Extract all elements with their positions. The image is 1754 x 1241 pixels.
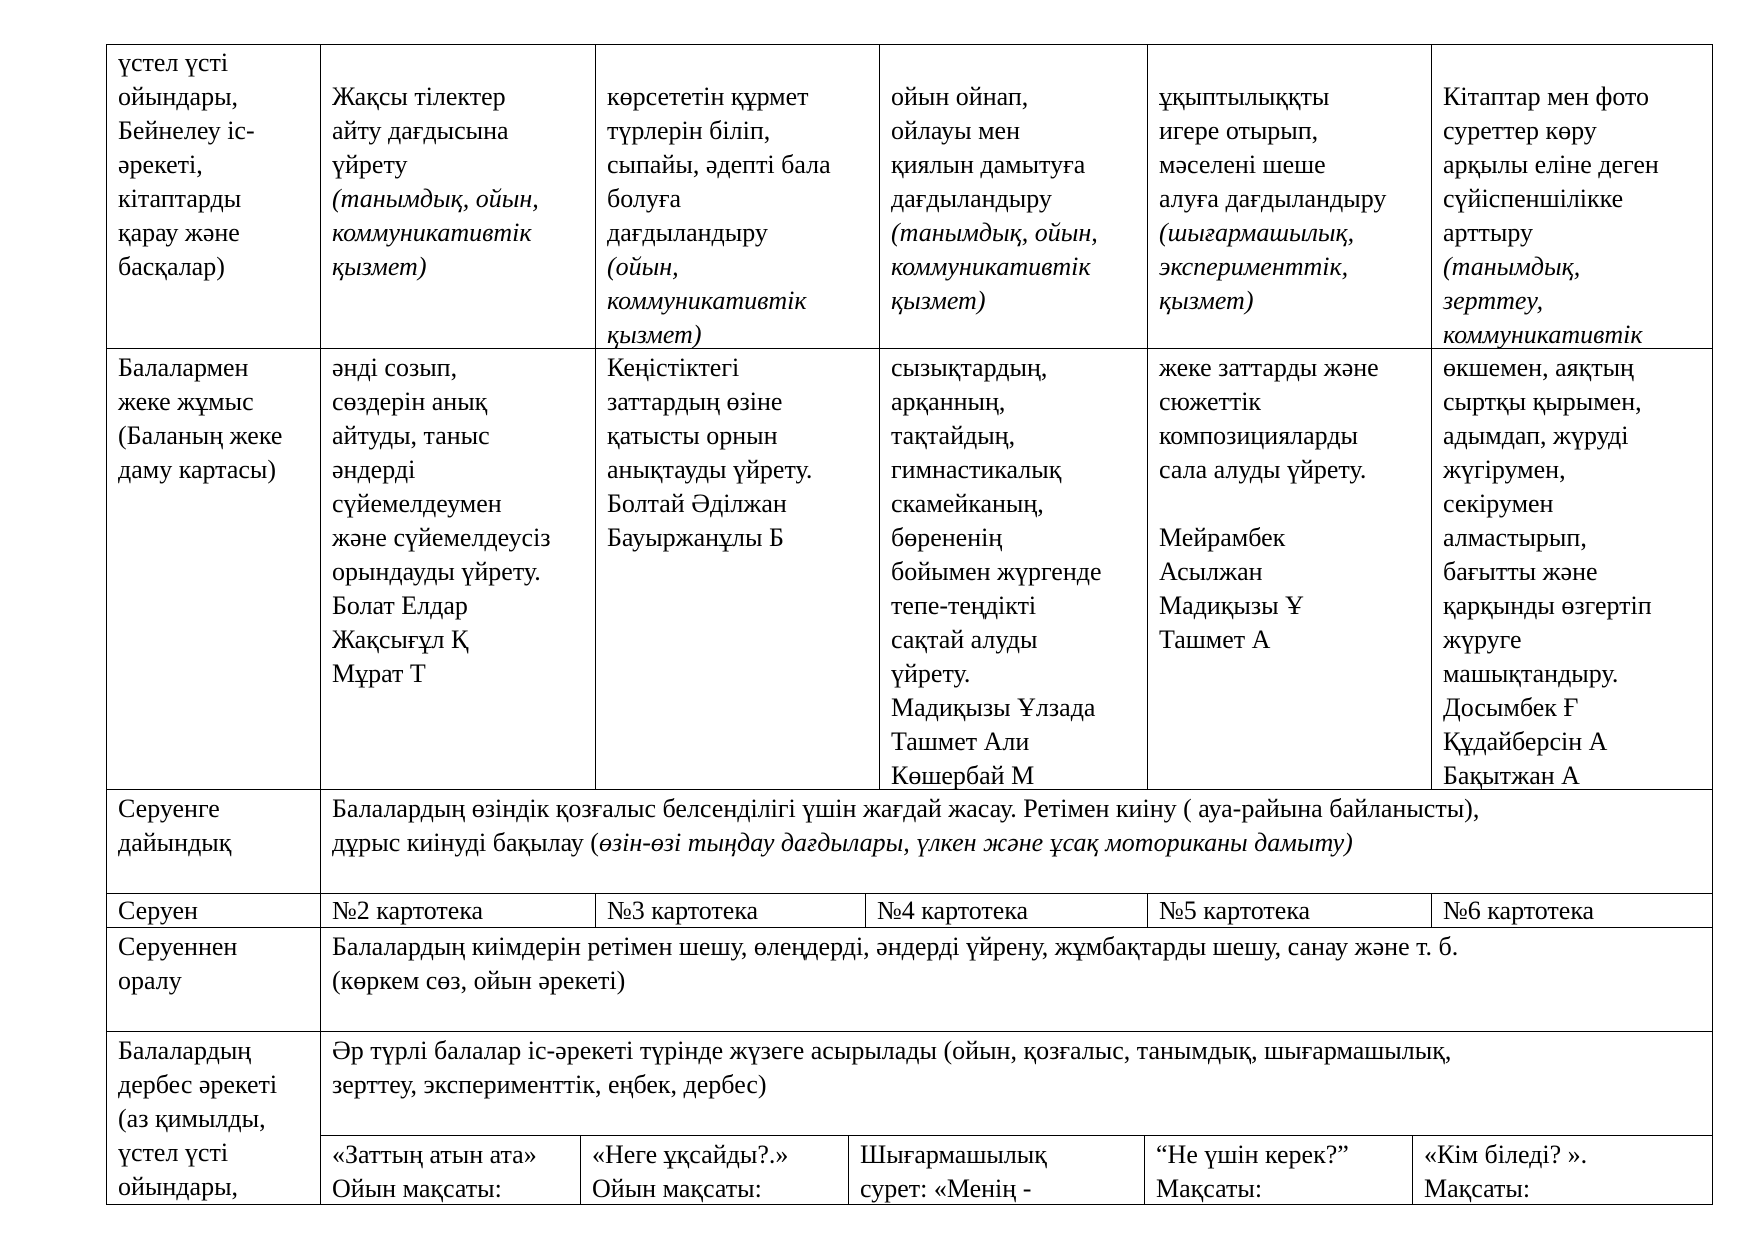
row6-divider-a	[580, 1135, 581, 1205]
row1-cell-2	[596, 44, 879, 348]
row4-cell-3: №4 картотека	[877, 896, 1029, 925]
row1-label: үстел үсті ойындары, Бейнелеу іс- әрекеті, кітаптарды қарау және басқалар)	[118, 48, 255, 281]
row6-content: Әр түрлі балалар іс-әрекеті түрінде жүзеге асырылады (ойын, қозғалыс, танымдық, шығармашылық, зерттеу, эксперименттік, еңбек, дербес)	[332, 1036, 1452, 1099]
row2-cell-2: Кеңістіктегі заттардың өзіне қатысты орнын анықтауды үйрету. Болтай Әділжан Бауыржанұлы Б	[607, 353, 813, 552]
row1-cell-1	[321, 44, 595, 348]
row1-cell-1-italic: (танымдық, ойын, коммуникативтік қызмет)	[332, 184, 539, 281]
row1-cell-5-italic: (танымдық, зерттеу, коммуникативтік	[1443, 252, 1643, 348]
row6-label: Балалардың дербес әрекеті (аз қимылды, үстел үсті ойындары,	[118, 1036, 278, 1201]
row6-cell-3: Шығармашылық сурет: «Менің -	[860, 1140, 1047, 1203]
row3-text: Балалардың өзіндік қозғалыс белсенділігі үшін жағдай жасау. Ретімен киіну ( ауа-райына байланысты), дұрыс киінуді бақылау (	[332, 794, 1480, 857]
row6-cell-5: «Кім біледі? ». Мақсаты:	[1424, 1140, 1588, 1203]
row5-label: Серуеннен оралу	[118, 932, 238, 995]
row1-cell-3-text: ойын ойнап, ойлауы мен қиялын дамытуға дағдыландыру	[891, 82, 1086, 213]
row4-cell-5: №6 картотека	[1443, 896, 1595, 925]
row2-cell-3: сызықтардың, арқанның, тақтайдың, гимнастикалық скамейканың, бөрененің бойымен жүргенде тепе-теңдікті сақтай алуды үйрету. Мадиқызы Ұлзада Ташмет Али Көшербай М	[891, 353, 1102, 789]
row1-cell-5	[1432, 44, 1712, 348]
row1-cell-2-text: көрсететін құрмет түрлерін біліп, сыпайы, әдепті бала болуға дағдыландыру	[607, 82, 831, 247]
row2-cell-4: жеке заттарды және сюжеттік композицияларды сала алуды үйрету. Мейрамбек Асылжан Мадиқызы Ұ Ташмет А	[1159, 353, 1379, 654]
row1-cell-4-italic: (шығармашылық, эксперименттік, қызмет)	[1159, 218, 1355, 315]
row1-cell-5-text: Кітаптар мен фото суреттер көру арқылы еліне деген сүйіспеншілікке арттыру	[1443, 82, 1659, 247]
row1-cell-4	[1148, 44, 1431, 348]
row-sep-1	[106, 348, 1713, 349]
row-sep-5	[106, 1031, 1713, 1032]
row6-cell-2: «Неге ұқсайды?.» Ойын мақсаты:	[592, 1140, 789, 1203]
row4-label: Серуен	[118, 896, 198, 925]
row-sep-3	[106, 893, 1713, 894]
row-sep-4	[106, 927, 1713, 928]
col-divider-a	[595, 44, 596, 790]
row3-content	[321, 790, 1712, 893]
row1-cell-3	[880, 44, 1147, 348]
row2-label: Балалармен жеке жұмыс (Баланың жеке даму картасы)	[118, 353, 283, 484]
row3-italic: өзін-өзі тыңдау дағдылары, үлкен және ұсақ моториканы дамыту)	[598, 828, 1353, 857]
row2-cell-1: әнді созып, сөздерін анық айтуды, таныс әндерді сүйемелдеумен және сүйемелдеусіз орындауды үйрету. Болат Елдар Жақсығұл Қ Мұрат Т	[332, 353, 551, 688]
row1-cell-4-text: ұқыптылыққты игере отырып, мәселені шеше алуға дағдыландыру	[1159, 82, 1387, 213]
row4-cell-4: №5 картотека	[1159, 896, 1311, 925]
row4-cell-2: №3 картотека	[607, 896, 759, 925]
row4-cell-1: №2 картотека	[332, 896, 484, 925]
row-sep-2	[106, 789, 1713, 790]
row2-cell-5: өкшемен, аяқтың сыртқы қырымен, адымдап, жүруді жүгірумен, секірумен алмастырып, бағытты және қарқынды өзгертіп жүруге машықтандыру. Досымбек Ғ Құдайберсін А Бақытжан А	[1443, 353, 1652, 789]
row6-divider-d	[1412, 1135, 1413, 1205]
row6-divider-c	[1144, 1135, 1145, 1205]
row4-divider-d	[1431, 893, 1432, 928]
border-bottom	[106, 1204, 1713, 1205]
row4-divider-c	[1147, 893, 1148, 928]
row4-divider-a	[595, 893, 596, 928]
col-divider-c	[1147, 44, 1148, 790]
row6-cell-1: «Заттың атын ата» Ойын мақсаты:	[332, 1140, 537, 1203]
row5-content: Балалардың киімдерін ретімен шешу, өлеңдерді, әндерді үйрену, жұмбақтарды шешу, санау және т. б. (көркем сөз, ойын әрекеті)	[332, 932, 1459, 995]
row-sep-6	[320, 1135, 1713, 1136]
row4-divider-b	[865, 893, 866, 928]
row1-cell-2-italic: (ойын, коммуникативтік қызмет)	[607, 252, 807, 348]
border-top	[106, 44, 1713, 45]
row1-cell-3-italic: (танымдық, ойын, коммуникативтік қызмет)	[891, 218, 1098, 315]
row6-divider-b	[848, 1135, 849, 1205]
col-divider-d	[1431, 44, 1432, 790]
col-divider-b	[879, 44, 880, 790]
row6-cell-4: “Не үшін керек?” Мақсаты:	[1156, 1140, 1349, 1203]
row3-label: Серуенге дайындық	[118, 794, 232, 857]
row1-cell-1-text: Жақсы тілектер айту дағдысына үйрету	[332, 82, 509, 179]
